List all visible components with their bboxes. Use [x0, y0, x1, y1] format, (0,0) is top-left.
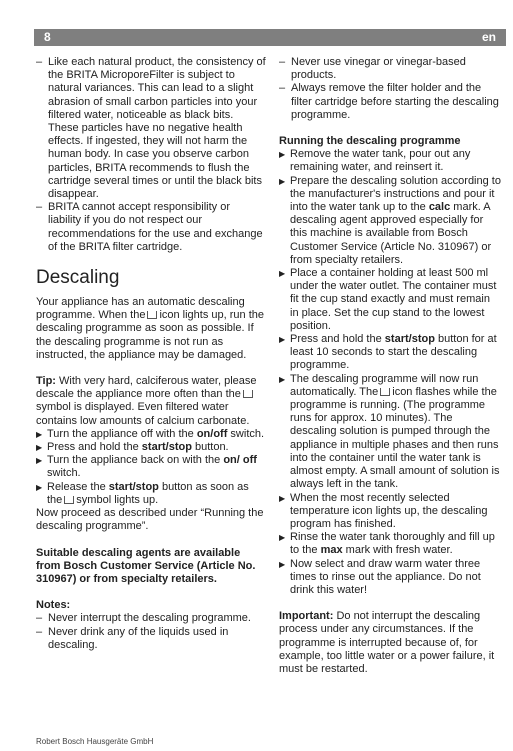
- proceed-text: Now proceed as described under “Running the descaling programme”.: [36, 507, 264, 533]
- step-item: ▶ Place a container holding at least 500 ml under the water outlet. The container must fit the cup stand exactly and must remain in place. Set the cup stand to the lowest position.: [279, 267, 501, 333]
- section-heading-running: Running the descaling programme: [279, 135, 461, 148]
- list-item: – Never drink any of the liquids used in descaling.: [36, 626, 266, 652]
- language-code: en: [481, 30, 496, 44]
- step-item: ▶ Press and hold the start/stop button for at least 10 seconds to start the descaling programme.: [279, 333, 501, 373]
- descaling-agents-note: Suitable descaling agents are available from Bosch Customer Service (Article No. 310967) or from specialty retailers.: [36, 546, 256, 585]
- list-item: – Always remove the filter holder and the filter cartridge before starting the descaling programme.: [279, 82, 501, 122]
- important-note: Important: Do not interrupt the descaling process under any circumstances. If the programme is interrupted because of, for example, too little water or a power failure, it must be restarted.: [279, 610, 495, 675]
- tip-paragraph: Tip: With very hard, calciferous water, please descale the appliance more often than thesymbol is displayed. Even filtered water contains low amounts of calcium carbonate.: [36, 375, 257, 427]
- right-column: [279, 56, 501, 676]
- calc-icon: [64, 496, 74, 504]
- step-item: ▶ Remove the water tank, pour out any remaining water, and reinsert it.: [279, 148, 501, 174]
- left-column: [36, 56, 266, 652]
- descaling-intro: Your appliance has an automatic descaling programme. When the icon lights up, run the descaling programme as soon as possible. If the descaling programme is not run as instructed, the appliance may be damaged.: [36, 296, 265, 361]
- calc-icon: [243, 390, 253, 398]
- calc-icon: [147, 311, 157, 319]
- list-item: – Never interrupt the descaling programme.: [36, 612, 266, 625]
- page-header-bar: [34, 29, 506, 46]
- calc-icon: [380, 388, 390, 396]
- step-item: ▶ When the most recently selected temperature icon lights up, the descaling program has finished.: [279, 492, 501, 532]
- step-item: ▶ Turn the appliance off with the on/off switch.: [36, 428, 266, 441]
- step-item: ▶ Rinse the water tank thoroughly and fill up to the max mark with fresh water.: [279, 531, 501, 557]
- step-item: ▶ Press and hold the start/stop button.: [36, 441, 266, 454]
- step-item: ▶ Now select and draw warm water three times to rinse out the appliance. Do not drink this water!: [279, 558, 501, 598]
- footer-company: Robert Bosch Hausgeräte GmbH: [36, 737, 154, 746]
- step-item: ▶ Turn the appliance back on with the on/ off switch.: [36, 454, 266, 480]
- list-item: – Never use vinegar or vinegar-based products.: [279, 56, 501, 82]
- step-item: ▶ Release the start/stop button as soon as the symbol lights up.: [36, 481, 266, 507]
- page-number: 8: [44, 30, 51, 44]
- step-item: ▶ The descaling programme will now run automatically. The icon flashes while the programme is running. (The programme runs for approx. 10 minutes). The descaling solution is pumped through the appliance in multiple phases and then runs into the container until the water tank is almost empty. A small amount of solution is always left in the tank.: [279, 373, 501, 492]
- notes-label: Notes:: [36, 599, 71, 612]
- section-heading-descaling: Descaling: [36, 267, 120, 289]
- list-item: – Like each natural product, the consistency of the BRITA MicroporeFilter is subject to natural variances. This can lead to a slight abrasion of small carbon particles into your filtered water, noticeable as black bits. These particles have no negative health effects. If ingested, they will not harm the human body. In case you observe carbon particles, BRITA recommends to flush the cartridge several times or until the black bits disappear.: [36, 56, 266, 201]
- list-item: – BRITA cannot accept responsibility or liability if you do not respect our recommendations for the use and exchange of the BRITA filter cartridge.: [36, 201, 266, 254]
- step-item: ▶ Prepare the descaling solution according to the manufacturer's instructions and pour it into the water tank up to the calc mark. A descaling agent approved especially for this machine is available from Bosch Customer Service (Article No. 310967) or from specialty retailers.: [279, 175, 501, 267]
